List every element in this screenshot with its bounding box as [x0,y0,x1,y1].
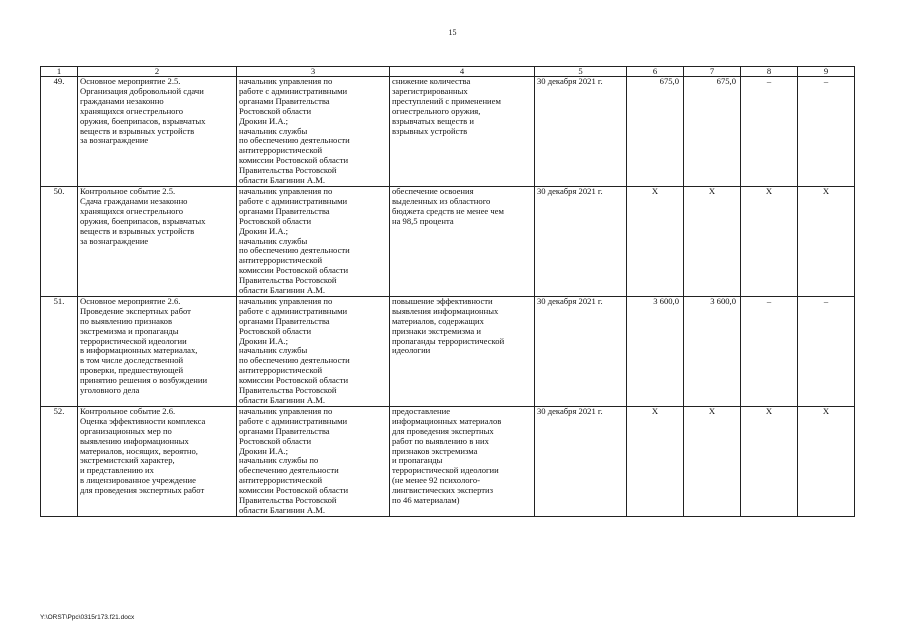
cell-text-line: начальник управления по [239,76,333,86]
cell-text-line: веществ и взрывных устройств [80,225,195,236]
cell-text-line: предоставление [392,406,451,416]
responsible-cell [237,77,390,187]
cell-text-line: органами Правительства [239,425,330,436]
cell-text-line: начальник управления по [239,406,333,416]
cell-text-line: комиссии Ростовской области [239,485,349,496]
cell-text-line: обеспечение освоения [392,186,474,196]
cell-text-line: за вознаграждение [80,135,149,146]
cell-text-line: лингвистических экспертиз [392,485,494,496]
cell-text-line: проверки, предшествующей [80,365,184,376]
plan-table [40,66,855,517]
cell-text-line: антитеррористической [239,255,323,266]
cell-text-line: Правительства Ростовской [239,385,337,396]
cell-text-line: области Благинин А.М. [239,175,326,186]
cell-text-line: комиссии Ростовской области [239,265,349,276]
cell-text-line: взрывных устройств [392,125,468,136]
cell-text-line: хранящихся огнестрельного [80,205,184,216]
table-row [41,186,855,296]
cell-text-line: уголовного дела [80,385,140,396]
responsible-cell [237,406,390,516]
event-cell [78,77,237,187]
cell-text-line: оружия, боеприпасов, взрывчатых [80,215,206,226]
cell-text-line: начальник управления по [239,186,333,196]
cell-text-line: органами Правительства [239,95,330,106]
funding-cell-9: Х [798,406,855,516]
cell-text-line: взрывчатых веществ и [392,115,474,126]
cell-text-line: экстремистский характер, [80,455,175,466]
funding-cell-7: Х [684,406,741,516]
cell-text-line: Ростовской области [239,105,312,116]
cell-text-line: веществ и взрывных устройств [80,125,195,136]
column-header: 2 [78,67,237,77]
funding-cell-9: Х [798,186,855,296]
cell-text-line: на 98,5 процента [392,215,454,226]
cell-text-line: и представлению их [80,465,154,476]
cell-text-line: (не менее 92 психолого- [392,475,481,486]
result-cell [390,296,535,406]
event-cell [78,406,237,516]
column-header: 5 [535,67,627,77]
cell-text-line: и пропаганды [392,455,443,466]
cell-text-line: материалов, носящих, вероятно, [80,445,198,456]
cell-text-line: Ростовской области [239,215,312,226]
cell-text-line: признаков экстремизма [392,445,478,456]
row-number-cell: 50. [41,186,78,296]
cell-text-line: Сдача гражданами незаконно [80,195,188,206]
cell-text-line: Дрокин И.А.; [239,115,289,126]
cell-text-line: Ростовской области [239,325,312,336]
cell-text-line: Правительства Ростовской [239,275,337,286]
column-header: 9 [798,67,855,77]
deadline-cell: 30 декабря 2021 г. [535,296,627,406]
cell-text-line: террористической идеологии [80,335,187,346]
cell-text-line: работе с административными [239,415,348,426]
column-header: 6 [627,67,684,77]
row-number-cell: 49. [41,77,78,187]
column-header: 1 [41,67,78,77]
cell-text-line: экстремизма и пропаганды [80,325,179,336]
cell-text-line: работе с административными [239,305,348,316]
cell-text-line: Основное мероприятие 2.6. [80,296,181,306]
cell-text-line: начальник службы по [239,455,319,466]
cell-text-line: повышение эффективности [392,296,493,306]
funding-cell-8: – [741,296,798,406]
table-row [41,77,855,187]
cell-text-line: органами Правительства [239,205,330,216]
cell-text-line: принятию решения о возбуждении [80,375,208,386]
cell-text-line: области Благинин А.М. [239,504,326,515]
cell-text-line: по обеспечению деятельности [239,355,350,366]
table-body [41,77,855,517]
cell-text-line: гражданами незаконно [80,95,164,106]
cell-text-line: пропаганды террористической [392,335,505,346]
cell-text-line: начальник службы [239,345,308,356]
column-header: 7 [684,67,741,77]
funding-cell-8: – [741,77,798,187]
funding-cell-8: Х [741,406,798,516]
cell-text-line: начальник службы [239,235,308,246]
cell-text-line: работе с административными [239,195,348,206]
cell-text-line: Правительства Ростовской [239,165,337,176]
row-number-cell: 52. [41,406,78,516]
cell-text-line: комиссии Ростовской области [239,155,349,166]
column-header: 8 [741,67,798,77]
cell-text-line: по обеспечению деятельности [239,135,350,146]
cell-text-line: начальник управления по [239,296,333,306]
row-number-cell: 51. [41,296,78,406]
cell-text-line: работ по выявлению в них [392,435,489,446]
page-number: 15 [448,28,457,37]
table-row [41,406,855,516]
deadline-cell: 30 декабря 2021 г. [535,406,627,516]
cell-text-line: Основное мероприятие 2.5. [80,76,181,86]
cell-text-line: антитеррористической [239,365,323,376]
funding-cell-7: Х [684,186,741,296]
cell-text-line: Контрольное событие 2.5. [80,186,176,196]
cell-text-line: выявления информационных [392,305,499,316]
event-cell [78,296,237,406]
cell-text-line: по выявлению признаков [80,315,173,326]
funding-cell-7: 675,0 [684,77,741,187]
cell-text-line: работе с административными [239,85,348,96]
funding-cell-9: – [798,296,855,406]
cell-text-line: в лицензированное учреждение [80,475,196,486]
cell-text-line: для проведения экспертных [392,425,494,436]
cell-text-line: в том числе доследственной [80,355,184,366]
cell-text-line: бюджета средств не менее чем [392,205,504,216]
cell-text-line: Ростовской области [239,435,312,446]
table-header-row [41,67,855,77]
funding-cell-8: Х [741,186,798,296]
cell-text-line: информационных материалов [392,415,502,426]
cell-text-line: органами Правительства [239,315,330,326]
cell-text-line: Дрокин И.А.; [239,225,289,236]
cell-text-line: оружия, боеприпасов, взрывчатых [80,115,206,126]
funding-cell-7: 3 600,0 [684,296,741,406]
cell-text-line: хранящихся огнестрельного [80,105,184,116]
cell-text-line: по обеспечению деятельности [239,245,350,256]
funding-cell-6: Х [627,406,684,516]
responsible-cell [237,186,390,296]
cell-text-line: идеологии [392,345,431,356]
result-cell [390,186,535,296]
cell-text-line: области Благинин А.М. [239,285,326,296]
cell-text-line: выявлению информационных [80,435,189,446]
cell-text-line: преступлений с применением [392,95,501,106]
event-cell [78,186,237,296]
deadline-cell: 30 декабря 2021 г. [535,77,627,187]
cell-text-line: начальник службы [239,125,308,136]
cell-text-line: материалов, содержащих [392,315,484,326]
deadline-cell: 30 декабря 2021 г. [535,186,627,296]
cell-text-line: комиссии Ростовской области [239,375,349,386]
cell-text-line: огнестрельного оружия, [392,105,481,116]
file-path-footer: Y:\ORST\Ppc\0315r173.f21.docx [40,614,135,621]
cell-text-line: за вознаграждение [80,235,149,246]
column-header: 3 [237,67,390,77]
result-cell [390,77,535,187]
cell-text-line: Контрольное событие 2.6. [80,406,176,416]
cell-text-line: террористической идеологии [392,465,499,476]
cell-text-line: Проведение экспертных работ [80,305,191,316]
cell-text-line: Правительства Ростовской [239,495,337,506]
cell-text-line: Организация добровольной сдачи [80,85,204,96]
cell-text-line: обеспечению деятельности [239,465,339,476]
cell-text-line: антитеррористической [239,145,323,156]
cell-text-line: снижение количества [392,76,471,86]
cell-text-line: Дрокин И.А.; [239,445,289,456]
funding-cell-9: – [798,77,855,187]
funding-cell-6: 675,0 [627,77,684,187]
cell-text-line: области Благинин А.М. [239,395,326,405]
result-cell [390,406,535,516]
funding-cell-6: 3 600,0 [627,296,684,406]
funding-cell-6: Х [627,186,684,296]
table-row [41,296,855,406]
cell-text-line: признаки экстремизма и [392,325,481,336]
cell-text-line: по 46 материалам) [392,495,460,506]
cell-text-line: Оценка эффективности комплекса [80,415,206,426]
cell-text-line: выделенных из областного [392,195,491,206]
cell-text-line: антитеррористической [239,475,323,486]
cell-text-line: организационных мер по [80,425,172,436]
cell-text-line: в информационных материалах, [80,345,198,356]
column-header: 4 [390,67,535,77]
responsible-cell [237,296,390,406]
cell-text-line: зарегистрированных [392,85,468,96]
cell-text-line: Дрокин И.А.; [239,335,289,346]
cell-text-line: для проведения экспертных работ [80,485,205,496]
